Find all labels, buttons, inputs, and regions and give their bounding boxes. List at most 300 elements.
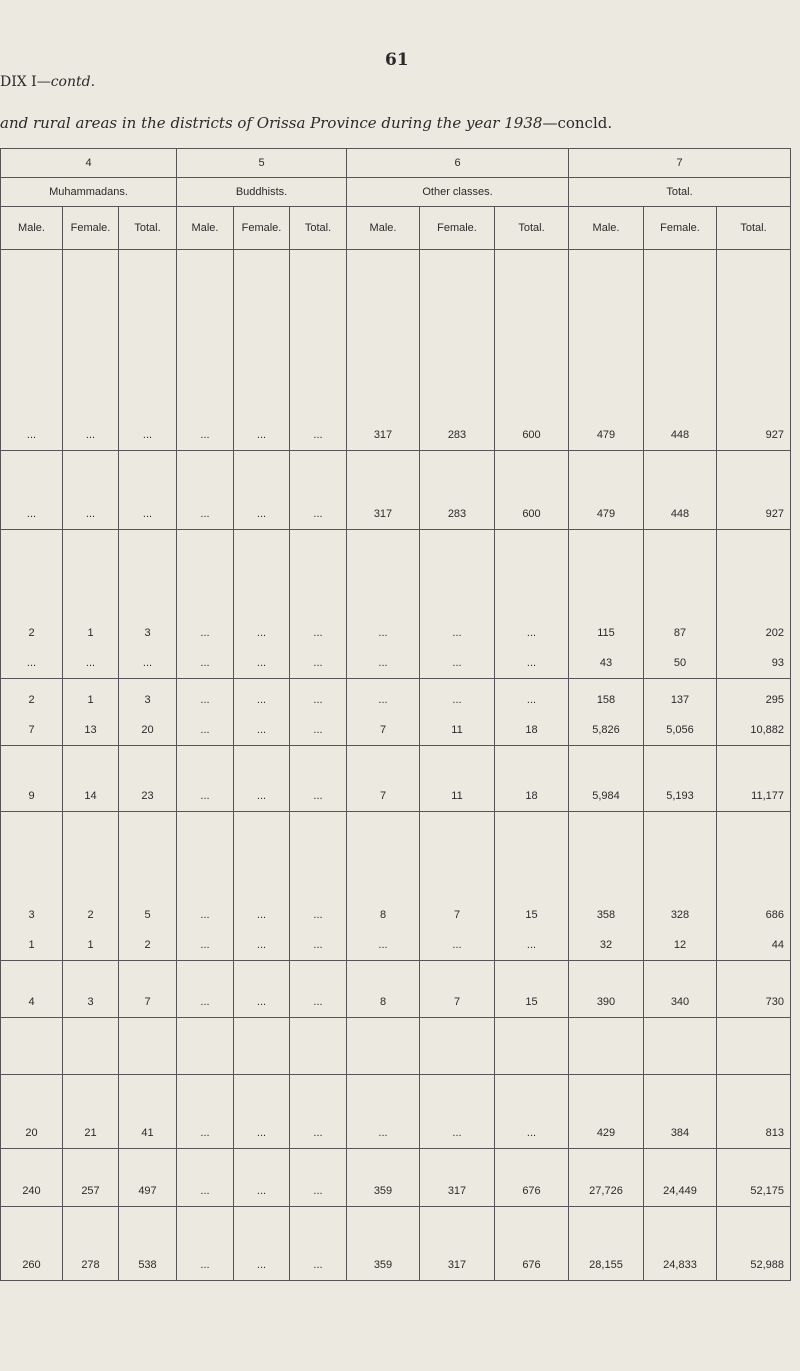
table-cell bbox=[347, 1207, 420, 1281]
table-cell bbox=[347, 679, 420, 746]
column-number: 4 bbox=[1, 149, 177, 178]
cell-value bbox=[347, 1044, 419, 1074]
cell-value bbox=[644, 1044, 716, 1074]
cell-value: ... bbox=[378, 939, 388, 951]
cell-value: 28,155 bbox=[589, 1259, 623, 1271]
cell-value: 317 bbox=[373, 429, 393, 441]
cell-value: ... bbox=[256, 1185, 267, 1197]
cell-value: ... bbox=[526, 657, 537, 669]
cell-value: ... bbox=[526, 1127, 537, 1139]
cell-value: 50 bbox=[673, 657, 687, 669]
table-cell bbox=[347, 1018, 420, 1075]
table-cell bbox=[1, 1149, 63, 1207]
cell-value: 202 bbox=[765, 627, 784, 639]
table-cell bbox=[717, 250, 791, 451]
cell-value: 257 bbox=[81, 1185, 100, 1197]
table-cell bbox=[234, 250, 290, 451]
cell-value: 27,726 bbox=[589, 1185, 623, 1197]
table-cell bbox=[1, 746, 63, 812]
table-cell bbox=[290, 746, 347, 812]
cell-value: 359 bbox=[373, 1185, 393, 1197]
cell-value: 87 bbox=[673, 627, 687, 639]
cell-value: 137 bbox=[670, 694, 690, 706]
page-number: 61 bbox=[385, 50, 409, 70]
cell-value: 9 bbox=[28, 790, 35, 802]
cell-value: ... bbox=[200, 627, 210, 639]
table-cell bbox=[420, 250, 495, 451]
cell-value: ... bbox=[256, 909, 267, 921]
cell-value: 295 bbox=[765, 694, 784, 706]
table-cell bbox=[119, 530, 177, 679]
cell-value: ... bbox=[256, 790, 267, 802]
cell-value: 340 bbox=[670, 996, 690, 1008]
table-cell bbox=[569, 250, 644, 451]
table-cell bbox=[177, 1149, 234, 1207]
data-table bbox=[0, 148, 791, 1281]
cell-value: ... bbox=[313, 657, 323, 669]
table-cell bbox=[569, 1207, 644, 1281]
table-cell bbox=[347, 1075, 420, 1149]
table-cell bbox=[290, 1149, 347, 1207]
table-cell bbox=[119, 1018, 177, 1075]
cell-value: ... bbox=[26, 657, 37, 669]
cell-value: ... bbox=[313, 996, 323, 1008]
table-cell bbox=[717, 451, 791, 530]
cell-value: 13 bbox=[84, 724, 97, 736]
cell-value: ... bbox=[256, 627, 267, 639]
continuation-suffix: —contd. bbox=[36, 74, 96, 90]
cell-value: 730 bbox=[765, 996, 784, 1008]
table-cell bbox=[347, 530, 420, 679]
table-cell bbox=[177, 530, 234, 679]
table-cell bbox=[290, 1075, 347, 1149]
column-header: Male. bbox=[1, 207, 63, 250]
cell-value: ... bbox=[313, 1259, 323, 1271]
cell-value: 283 bbox=[447, 508, 467, 520]
table-cell bbox=[569, 961, 644, 1018]
table-cell bbox=[119, 451, 177, 530]
table-cell bbox=[119, 679, 177, 746]
column-header: Total. bbox=[290, 207, 347, 250]
table-cell bbox=[347, 451, 420, 530]
cell-value: 5,056 bbox=[666, 724, 694, 736]
table-cell bbox=[119, 961, 177, 1018]
column-number-row bbox=[1, 149, 791, 178]
cell-value: 317 bbox=[447, 1185, 467, 1197]
group-header-row bbox=[1, 178, 791, 207]
table-cell bbox=[234, 679, 290, 746]
cell-value: 328 bbox=[670, 909, 690, 921]
table-cell bbox=[290, 961, 347, 1018]
table-cell bbox=[569, 812, 644, 961]
group-header: Muhammadans. bbox=[1, 178, 177, 207]
cell-value: ... bbox=[452, 1127, 462, 1139]
cell-value: 8 bbox=[379, 909, 387, 921]
column-header: Male. bbox=[177, 207, 234, 250]
cell-value: 115 bbox=[597, 627, 615, 639]
cell-value: 10,882 bbox=[750, 724, 784, 736]
table-cell bbox=[63, 679, 119, 746]
cell-value: 676 bbox=[522, 1259, 541, 1271]
column-header: Female. bbox=[420, 207, 495, 250]
column-number: 6 bbox=[347, 149, 569, 178]
cell-value: 260 bbox=[22, 1259, 41, 1271]
cell-value: ... bbox=[200, 996, 210, 1008]
cell-value: 18 bbox=[525, 790, 538, 802]
cell-value: 240 bbox=[22, 1185, 41, 1197]
table-cell bbox=[1, 679, 63, 746]
cell-value: 3 bbox=[28, 909, 35, 921]
table-cell bbox=[717, 530, 791, 679]
cell-value: 41 bbox=[141, 1127, 154, 1139]
column-header: Female. bbox=[63, 207, 119, 250]
cell-value: ... bbox=[313, 1127, 323, 1139]
cell-value: 93 bbox=[771, 657, 784, 669]
cell-value: 7 bbox=[453, 996, 461, 1008]
table-cell bbox=[420, 961, 495, 1018]
cell-value: 4 bbox=[28, 996, 35, 1008]
cell-value: 7 bbox=[379, 724, 387, 736]
cell-value: 283 bbox=[447, 429, 467, 441]
data-row bbox=[1, 1075, 791, 1149]
table-cell bbox=[234, 812, 290, 961]
table-cell bbox=[717, 812, 791, 961]
column-header: Male. bbox=[569, 207, 644, 250]
cell-value: 18 bbox=[525, 724, 538, 736]
cell-value: 5,826 bbox=[592, 724, 620, 736]
cell-value: 359 bbox=[373, 1259, 393, 1271]
data-row bbox=[1, 1207, 791, 1281]
table-cell bbox=[717, 1149, 791, 1207]
table-cell bbox=[177, 679, 234, 746]
table-cell bbox=[63, 812, 119, 961]
table-cell bbox=[290, 1207, 347, 1281]
cell-value: ... bbox=[26, 429, 37, 441]
cell-value: ... bbox=[256, 429, 267, 441]
cell-value: 813 bbox=[765, 1127, 784, 1139]
cell-value: 927 bbox=[765, 508, 784, 520]
cell-value: ... bbox=[200, 429, 210, 441]
caption-text: and rural areas in the districts of Orissa Province during the year bbox=[0, 114, 500, 132]
cell-value: ... bbox=[200, 790, 210, 802]
cell-value: 3 bbox=[144, 694, 151, 706]
table-cell bbox=[717, 746, 791, 812]
cell-value: ... bbox=[142, 508, 153, 520]
table-cell bbox=[569, 679, 644, 746]
table-cell bbox=[234, 746, 290, 812]
table-cell bbox=[495, 1018, 569, 1075]
cell-value: 927 bbox=[765, 429, 784, 441]
cell-value: 7 bbox=[28, 724, 35, 736]
table-cell bbox=[63, 746, 119, 812]
cell-value: 11 bbox=[451, 790, 463, 802]
cell-value: 497 bbox=[138, 1185, 157, 1197]
table-cell bbox=[63, 250, 119, 451]
table-cell bbox=[644, 530, 717, 679]
cell-value: 3 bbox=[87, 996, 94, 1008]
table-cell bbox=[290, 679, 347, 746]
table-cell bbox=[177, 250, 234, 451]
cell-value: ... bbox=[200, 909, 210, 921]
group-header: Other classes. bbox=[347, 178, 569, 207]
table-cell bbox=[1, 1207, 63, 1281]
table-cell bbox=[290, 530, 347, 679]
table-cell bbox=[63, 530, 119, 679]
table-cell bbox=[717, 961, 791, 1018]
cell-value: ... bbox=[85, 508, 96, 520]
continuation-label bbox=[0, 74, 95, 90]
cell-value: ... bbox=[313, 724, 323, 736]
column-number: 5 bbox=[177, 149, 347, 178]
cell-value: 448 bbox=[670, 508, 690, 520]
table-cell bbox=[569, 451, 644, 530]
table-cell bbox=[119, 1207, 177, 1281]
cell-value: 479 bbox=[596, 508, 616, 520]
column-header: Total. bbox=[717, 207, 791, 250]
data-row bbox=[1, 1149, 791, 1207]
table-cell bbox=[290, 451, 347, 530]
table-cell bbox=[347, 812, 420, 961]
cell-value bbox=[63, 1044, 118, 1074]
cell-value: 429 bbox=[596, 1127, 616, 1139]
cell-value: ... bbox=[85, 429, 96, 441]
data-row bbox=[1, 746, 791, 812]
cell-value: 158 bbox=[596, 694, 616, 706]
table-cell bbox=[177, 451, 234, 530]
table-cell bbox=[717, 1075, 791, 1149]
cell-value: 43 bbox=[599, 657, 613, 669]
column-header: Total. bbox=[119, 207, 177, 250]
table-cell bbox=[644, 1075, 717, 1149]
cell-value: 14 bbox=[84, 790, 97, 802]
table-cell bbox=[495, 530, 569, 679]
table-cell bbox=[63, 451, 119, 530]
cell-value: ... bbox=[452, 939, 462, 951]
table-cell bbox=[347, 961, 420, 1018]
table-cell bbox=[644, 746, 717, 812]
cell-value bbox=[569, 1044, 643, 1074]
cell-value: 278 bbox=[81, 1259, 100, 1271]
cell-value bbox=[1, 1044, 62, 1074]
cell-value: 358 bbox=[596, 909, 616, 921]
group-header: Buddhists. bbox=[177, 178, 347, 207]
table-cell bbox=[1, 812, 63, 961]
cell-value: 23 bbox=[141, 790, 154, 802]
table-cell bbox=[420, 1075, 495, 1149]
cell-value: ... bbox=[313, 694, 323, 706]
table-cell bbox=[63, 1075, 119, 1149]
table-cell bbox=[119, 1149, 177, 1207]
table-cell bbox=[1, 250, 63, 451]
table-cell bbox=[290, 812, 347, 961]
table-body bbox=[1, 250, 791, 1281]
cell-value: 8 bbox=[379, 996, 387, 1008]
table-cell bbox=[644, 812, 717, 961]
cell-value: 11 bbox=[451, 724, 463, 736]
cell-value: 2 bbox=[28, 694, 35, 706]
table-cell bbox=[644, 451, 717, 530]
cell-value: ... bbox=[378, 627, 388, 639]
cell-value: ... bbox=[256, 1127, 267, 1139]
cell-value: ... bbox=[200, 1127, 210, 1139]
cell-value: ... bbox=[313, 508, 323, 520]
table-cell bbox=[1, 1075, 63, 1149]
cell-value: ... bbox=[256, 1259, 267, 1271]
cell-value: 52,988 bbox=[750, 1259, 784, 1271]
cell-value: ... bbox=[452, 627, 462, 639]
table-cell bbox=[420, 1149, 495, 1207]
cell-value: ... bbox=[200, 1185, 210, 1197]
table-cell bbox=[63, 1149, 119, 1207]
table-cell bbox=[717, 1018, 791, 1075]
table-cell bbox=[569, 746, 644, 812]
data-row bbox=[1, 451, 791, 530]
table-cell bbox=[119, 812, 177, 961]
table-cell bbox=[420, 746, 495, 812]
table-cell bbox=[644, 961, 717, 1018]
cell-value: ... bbox=[256, 996, 267, 1008]
table-cell bbox=[644, 1149, 717, 1207]
table-cell bbox=[290, 1018, 347, 1075]
cell-value: ... bbox=[313, 790, 323, 802]
table-cell bbox=[569, 530, 644, 679]
table-cell bbox=[63, 961, 119, 1018]
cell-value: 12 bbox=[673, 939, 687, 951]
cell-value: 1 bbox=[28, 939, 35, 951]
column-number: 7 bbox=[569, 149, 791, 178]
cell-value bbox=[177, 1044, 233, 1074]
table-cell bbox=[347, 250, 420, 451]
table-caption bbox=[0, 114, 612, 132]
blank-row bbox=[1, 1018, 791, 1075]
table-cell bbox=[347, 746, 420, 812]
cell-value: ... bbox=[313, 939, 323, 951]
cell-value: 5 bbox=[144, 909, 151, 921]
cell-value: ... bbox=[313, 429, 323, 441]
table-cell bbox=[569, 1149, 644, 1207]
cell-value: 2 bbox=[144, 939, 151, 951]
cell-value: 24,833 bbox=[663, 1259, 697, 1271]
table-cell bbox=[717, 679, 791, 746]
table-cell bbox=[63, 1207, 119, 1281]
cell-value: 317 bbox=[373, 508, 393, 520]
cell-value bbox=[420, 1044, 494, 1074]
column-header: Total. bbox=[495, 207, 569, 250]
cell-value: ... bbox=[142, 429, 153, 441]
cell-value bbox=[717, 1044, 784, 1074]
data-row bbox=[1, 679, 791, 746]
table-cell bbox=[495, 1207, 569, 1281]
cell-value: 2 bbox=[87, 909, 94, 921]
table-cell bbox=[119, 250, 177, 451]
cell-value: 1 bbox=[87, 627, 94, 639]
cell-value: ... bbox=[378, 694, 388, 706]
cell-value: ... bbox=[256, 939, 267, 951]
cell-value: 21 bbox=[84, 1127, 97, 1139]
cell-value: ... bbox=[200, 508, 210, 520]
table-cell bbox=[420, 679, 495, 746]
cell-value: ... bbox=[256, 694, 267, 706]
table-cell bbox=[234, 1149, 290, 1207]
table-cell bbox=[420, 812, 495, 961]
table-cell bbox=[495, 961, 569, 1018]
table-cell bbox=[177, 961, 234, 1018]
table-cell bbox=[234, 1207, 290, 1281]
data-row bbox=[1, 961, 791, 1018]
cell-value: 479 bbox=[596, 429, 616, 441]
table-cell bbox=[1, 530, 63, 679]
cell-value: 7 bbox=[379, 790, 387, 802]
cell-value: ... bbox=[526, 939, 537, 951]
cell-value: 676 bbox=[522, 1185, 541, 1197]
cell-value bbox=[119, 1044, 176, 1074]
cell-value: 7 bbox=[144, 996, 151, 1008]
cell-value: ... bbox=[200, 724, 210, 736]
cell-value: ... bbox=[526, 627, 537, 639]
table-cell bbox=[234, 1075, 290, 1149]
table-cell bbox=[234, 1018, 290, 1075]
table-cell bbox=[420, 1018, 495, 1075]
cell-value: ... bbox=[26, 508, 37, 520]
cell-value: 20 bbox=[141, 724, 154, 736]
cell-value: 1 bbox=[87, 939, 94, 951]
cell-value: ... bbox=[200, 1259, 210, 1271]
cell-value: ... bbox=[313, 909, 323, 921]
cell-value: ... bbox=[256, 724, 267, 736]
cell-value: 7 bbox=[453, 909, 461, 921]
cell-value: ... bbox=[256, 508, 267, 520]
cell-value: 390 bbox=[596, 996, 616, 1008]
cell-value: ... bbox=[200, 939, 210, 951]
cell-value bbox=[234, 1044, 289, 1074]
table-cell bbox=[347, 1149, 420, 1207]
cell-value: 24,449 bbox=[663, 1185, 697, 1197]
cell-value: 384 bbox=[670, 1127, 690, 1139]
cell-value: 44 bbox=[771, 939, 784, 951]
table-cell bbox=[119, 746, 177, 812]
table-cell bbox=[495, 1149, 569, 1207]
table-cell bbox=[1, 961, 63, 1018]
cell-value: 538 bbox=[138, 1259, 157, 1271]
table-cell bbox=[1, 451, 63, 530]
table-cell bbox=[177, 1018, 234, 1075]
column-header: Female. bbox=[234, 207, 290, 250]
table-cell bbox=[1, 1018, 63, 1075]
cell-value: 15 bbox=[525, 909, 538, 921]
column-header: Female. bbox=[644, 207, 717, 250]
cell-value bbox=[290, 1044, 346, 1074]
cell-value: 15 bbox=[525, 996, 538, 1008]
continuation-title: DIX I bbox=[0, 74, 37, 90]
cell-value: 20 bbox=[25, 1127, 38, 1139]
table-cell bbox=[234, 451, 290, 530]
table-cell bbox=[495, 1075, 569, 1149]
table-cell bbox=[495, 812, 569, 961]
cell-value bbox=[495, 1044, 568, 1074]
cell-value: 448 bbox=[670, 429, 690, 441]
table-cell bbox=[420, 451, 495, 530]
cell-value: ... bbox=[378, 657, 388, 669]
table-cell bbox=[290, 250, 347, 451]
table-cell bbox=[119, 1075, 177, 1149]
cell-value: ... bbox=[526, 694, 537, 706]
table-cell bbox=[177, 746, 234, 812]
cell-value: ... bbox=[378, 1127, 388, 1139]
caption-end: —concld. bbox=[542, 114, 613, 132]
cell-value: 3 bbox=[144, 627, 151, 639]
table-cell bbox=[177, 1075, 234, 1149]
data-row bbox=[1, 812, 791, 961]
